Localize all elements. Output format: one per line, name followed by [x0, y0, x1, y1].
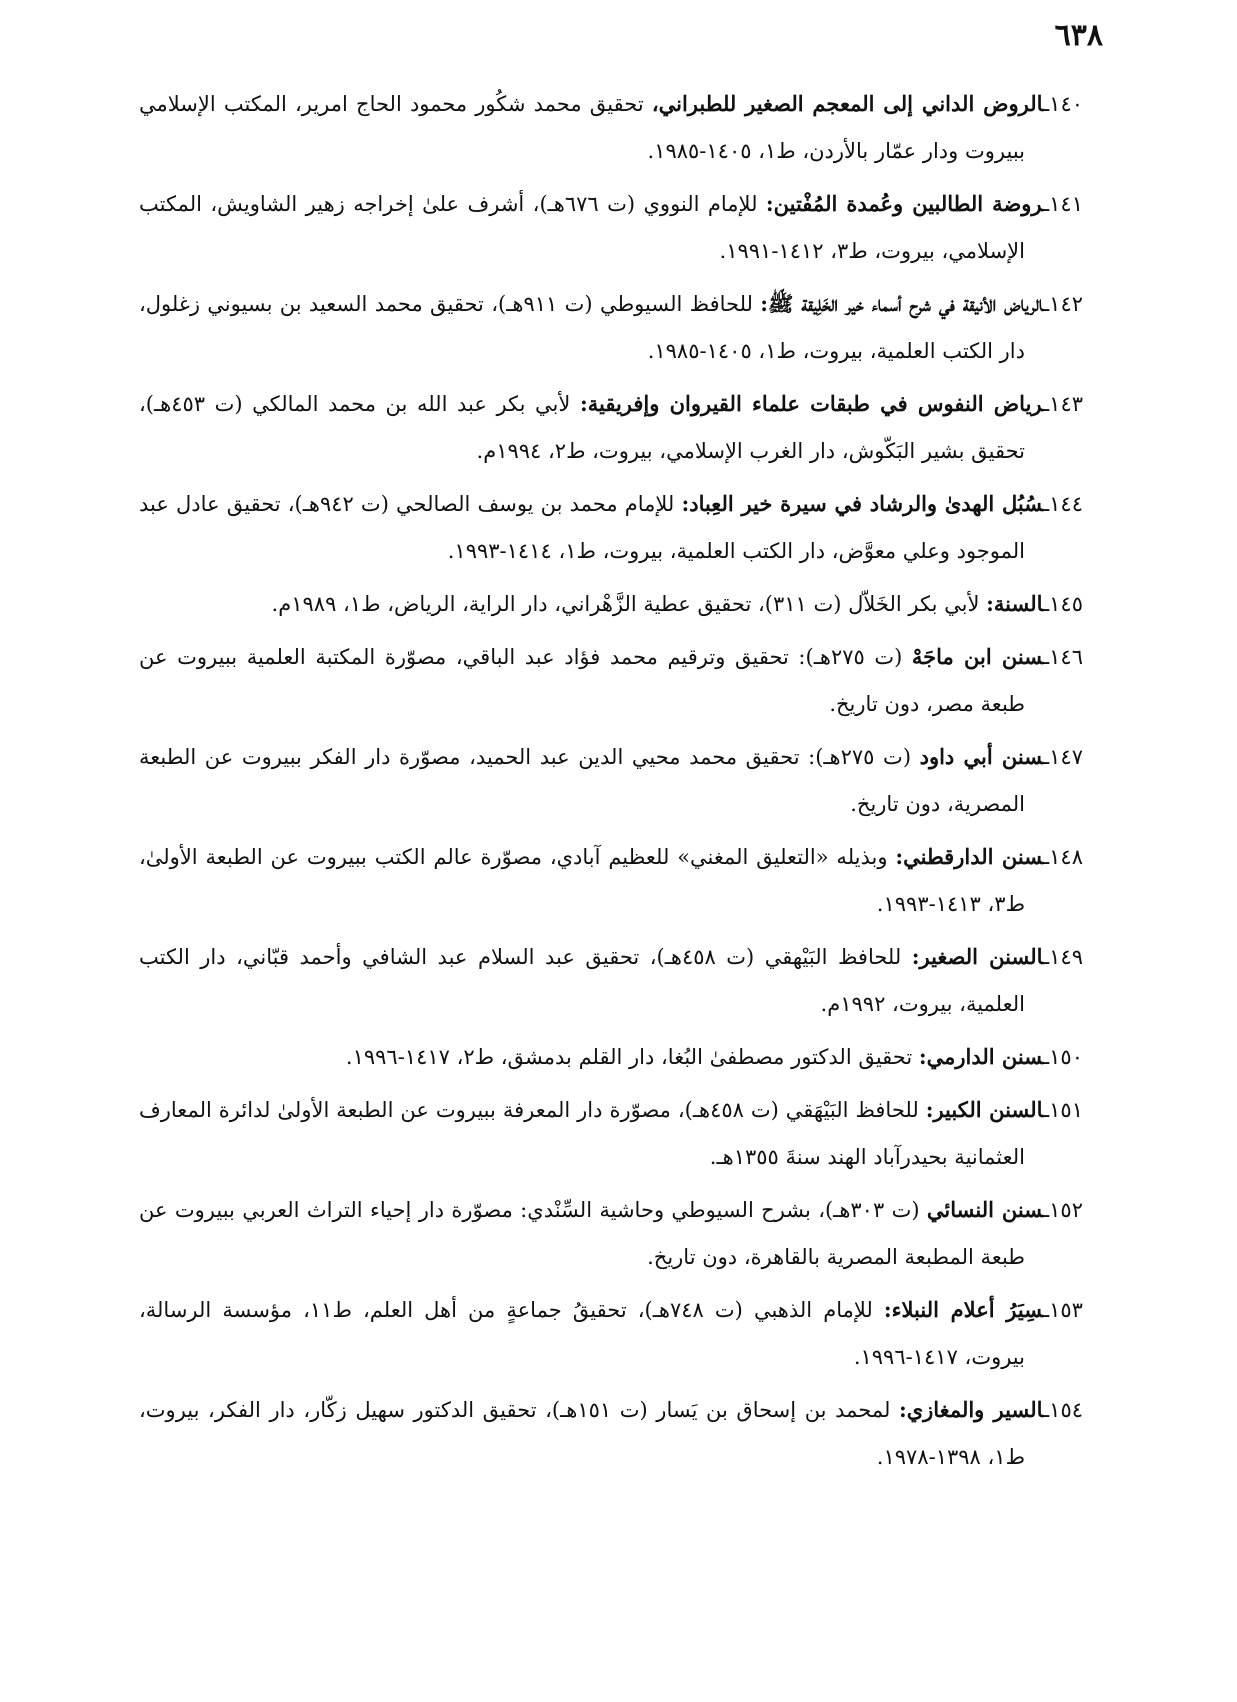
entry-number: ١٥٤ـ — [1043, 1398, 1084, 1422]
bibliography-entry — [139, 933, 1083, 1028]
entry-body: للإمام محمد بن يوسف الصالحي (ت ٩٤٢هـ)، تحقيق عادل عبد الموجود وعلي معوَّض، دار الكتب العلمية، بيروت، ط١، ١٤١٤-١٩٩٣. — [139, 492, 1025, 563]
entry-number: ١٤٨ـ — [1043, 845, 1083, 869]
entry-title: السنن الصغير: — [911, 944, 1043, 969]
bibliography-entry — [139, 580, 1083, 628]
entry-number: ١٥٢ـ — [1043, 1198, 1083, 1222]
entry-number: ١٤٦ـ — [1042, 645, 1083, 669]
bibliography-entry — [139, 1286, 1083, 1381]
page-number: ٦٣٨ — [1054, 18, 1103, 53]
entry-body: (ت ٢٧٥هـ): تحقيق محمد محيي الدين عبد الحميد، مصوّرة دار الفكر ببيروت عن الطبعة المصرية، دون تاريخ. — [139, 745, 1025, 816]
entry-body: تحقيق الدكتور مصطفىٰ البُغا، دار القلم بدمشق، ط٢، ١٤١٧-١٩٩٦. — [345, 1045, 919, 1069]
entry-title: سنن الدارمي: — [918, 1044, 1043, 1069]
bibliography-entry — [139, 1086, 1083, 1181]
bibliography-entry — [139, 733, 1083, 828]
entry-body: وبذيله «التعليق المغني» للعظيم آبادي، مصوّرة عالم الكتب ببيروت عن الطبعة الأولىٰ، ط٣، ١٤١٣-١٩٩٣. — [139, 845, 1025, 916]
entry-title: رياض النفوس في طبقات علماء القيروان وإفريقية: — [579, 391, 1044, 416]
entry-number: ١٥٣ـ — [1042, 1298, 1083, 1322]
entry-body: للإمام النووي (ت ٦٧٦هـ)، أشرف علىٰ إخراجه زهير الشاويش، المكتب الإسلامي، بيروت، ط٣، ١٤١٢-١٩٩١. — [139, 192, 1025, 263]
entry-title: روضة الطالبين وعُمدة المُفْتين: — [765, 191, 1043, 216]
entry-title: سُبُل الهدىٰ والرشاد في سيرة خير العِباد: — [681, 491, 1043, 516]
entry-title: الرياض الأنيقة في شرح أسماء خير الخَلِيقة ﷺ: — [760, 291, 1044, 316]
bibliography-list — [139, 80, 1083, 1486]
entry-number: ١٤٤ـ — [1042, 492, 1083, 516]
bibliography-entry — [139, 480, 1083, 575]
bibliography-entry — [139, 280, 1083, 375]
entry-body: (ت ٢٧٥هـ): تحقيق وترقيم محمد فؤاد عبد الباقي، مصوّرة المكتبة العلمية ببيروت عن طبعة مصر، دون تاريخ. — [139, 645, 1025, 716]
bibliography-entry — [139, 633, 1083, 728]
entry-body: للإمام الذهبي (ت ٧٤٨هـ)، تحقيقُ جماعةٍ من أهل العلم، ط١١، مؤسسة الرسالة، بيروت، ١٤١٧-١٩٩٦. — [139, 1298, 1025, 1369]
entry-number: ١٤٣ـ — [1043, 392, 1084, 416]
entry-title: سنن أبي داود — [919, 744, 1043, 769]
entry-number: ١٤٧ـ — [1042, 745, 1083, 769]
entry-title: سِيَرُ أعلام النبلاء: — [883, 1297, 1043, 1322]
entry-body: للحافظ البَيْهقي (ت ٤٥٨هـ)، تحقيق عبد السلام عبد الشافي وأحمد قبّاني، دار الكتب العلمية، بيروت، ١٩٩٢م. — [139, 945, 1025, 1016]
entry-title: السنة: — [986, 591, 1043, 616]
entry-number: ١٤٢ـ — [1043, 292, 1084, 316]
bibliography-entry — [139, 1033, 1083, 1081]
bibliography-entry — [139, 833, 1083, 928]
entry-number: ١٤٠ـ — [1043, 92, 1084, 116]
entry-number: ١٥١ـ — [1043, 1098, 1083, 1122]
entry-number: ١٤٩ـ — [1043, 945, 1083, 969]
bibliography-entry — [139, 380, 1083, 475]
bibliography-entry — [139, 1186, 1083, 1281]
bibliography-entry — [139, 80, 1083, 175]
entry-title: سنن الدارقطني: — [895, 844, 1043, 869]
entry-title: سنن النسائي — [926, 1197, 1043, 1222]
entry-body: (ت ٣٠٣هـ)، بشرح السيوطي وحاشية السِّنْدي: مصوّرة دار إحياء التراث العربي ببيروت عن طبعة المطبعة المصرية بالقاهرة، دون تاريخ. — [139, 1198, 1025, 1269]
entry-body: لمحمد بن إسحاق بن يَسار (ت ١٥١هـ)، تحقيق الدكتور سهيل زكّار، دار الفكر، بيروت، ط١، ١٣٩٨-١٩٧٨. — [139, 1398, 1025, 1469]
entry-number: ١٤٥ـ — [1043, 592, 1083, 616]
entry-title: الروض الداني إلى المعجم الصغير للطبراني، — [651, 91, 1044, 116]
entry-number: ١٤١ـ — [1043, 192, 1083, 216]
entry-title: سنن ابن ماجَهْ — [911, 644, 1043, 669]
entry-body: للحافظ السيوطي (ت ٩١١هـ)، تحقيق محمد السعيد بن بسيوني زغلول، دار الكتب العلمية، بيروت، ط١، ١٤٠٥-١٩٨٥. — [139, 292, 1025, 363]
entry-body: لأبي بكر عبد الله بن محمد المالكي (ت ٤٥٣هـ)، تحقيق بشير البَكّوش، دار الغرب الإسلامي، بيروت، ط٢، ١٩٩٤م. — [139, 392, 1025, 463]
entry-body: لأبي بكر الخَلاّل (ت ٣١١)، تحقيق عطية الزَّهْراني، دار الراية، الرياض، ط١، ١٩٨٩م. — [271, 592, 987, 616]
entry-title: السير والمغازي: — [898, 1397, 1044, 1422]
bibliography-entry — [139, 1386, 1083, 1481]
entry-number: ١٥٠ـ — [1043, 1045, 1083, 1069]
entry-body: للحافظ البَيْهَقي (ت ٤٥٨هـ)، مصوّرة دار المعرفة ببيروت عن الطبعة الأولىٰ لدائرة المعارف العثمانية بحيدرآباد الهند سنةَ ١٣٥٥هـ. — [139, 1098, 1025, 1169]
entry-title: السنن الكبير: — [925, 1097, 1043, 1122]
entry-body: تحقيق محمد شكُور محمود الحاج امرير، المكتب الإسلامي ببيروت ودار عمّار بالأردن، ط١، ١٤٠٥-١٩٨٥. — [139, 92, 1025, 163]
bibliography-entry — [139, 180, 1083, 275]
